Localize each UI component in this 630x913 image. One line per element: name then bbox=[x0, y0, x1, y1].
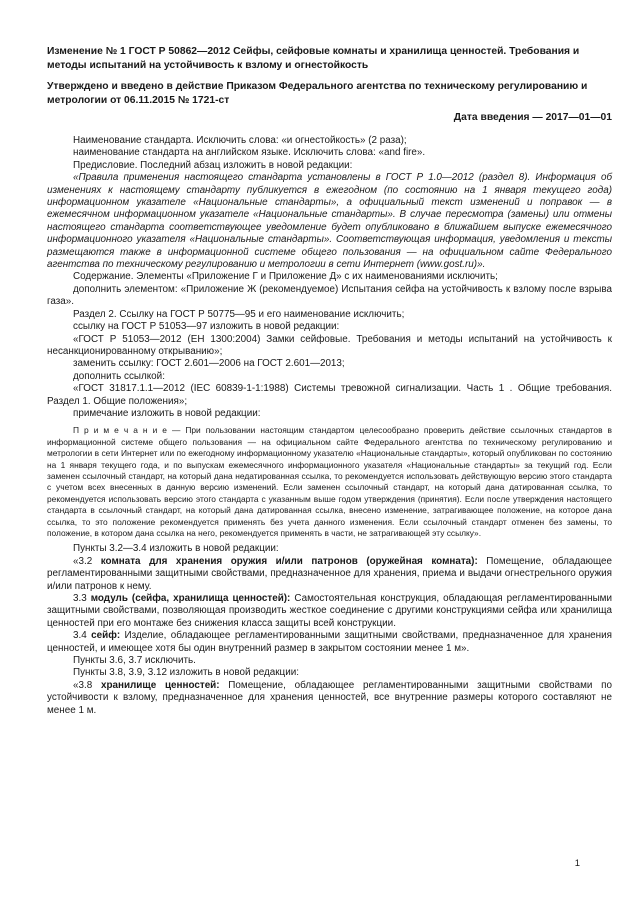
paragraph: наименование стандарта на английском языке. Исключить слова: «and fire». bbox=[73, 147, 426, 159]
paragraph: «ГОСТ Р 51053—2012 (ЕН 1300:2004) Замки сейфовые. Требования и методы испытаний на устойчивость к несанкционированному открыванию»; bbox=[47, 333, 612, 357]
page-number: 1 bbox=[574, 858, 580, 869]
paragraph: примечание изложить в новой редакции: bbox=[73, 407, 261, 419]
definition-3-2 bbox=[47, 556, 612, 593]
paragraph: дополнить элементом: «Приложение Ж (рекомендуемое) Испытания сейфа на устойчивость к взлому после взрыва газа». bbox=[47, 283, 612, 308]
definition-number: 3.4 bbox=[73, 630, 92, 642]
note-block bbox=[47, 425, 612, 539]
paragraph: Раздел 2. Ссылку на ГОСТ Р 50775—95 и его наименование исключить; bbox=[73, 308, 405, 320]
paragraph-italic-foreword: «Правила применения настоящего стандарта установлены в ГОСТ Р 1.0—2012 (раздел 8). Информация об изменениях к настоящему стандарту публикуется в ежегодном (по состоянию на 1 января текущего года) информационном указателе «Национальные стандарты», а официальный текст изменений и поправок — в ежемесячном информационном указателе «Национальные стандарты». В случае пересмотра (замены) или отмены настоящего стандарта соответствующее уведомление будет опубликовано в ближайшем выпуске ежемесячного информационного указателя «Национальные стандарты». Соответствующая информация, уведомления и тексты размещаются также в информационной системе общего пользования — на официальном сайте Федерального агентства по техническому регулированию и метрологии в сети Интернет (www.gost.ru)». bbox=[47, 172, 612, 271]
paragraph: Пункты 3.8, 3.9, 3.12 изложить в новой редакции: bbox=[73, 667, 299, 679]
definition-text: Помещение, обладающее регламентированными защитными свойствами, предназначенное для хранения, приема и выдачи огнестрельного оружия и/или патронов к нему. bbox=[47, 555, 612, 592]
paragraph: ссылку на ГОСТ Р 51053—97 изложить в новой редакции: bbox=[73, 321, 340, 333]
definition-3-4 bbox=[47, 630, 612, 655]
paragraph: заменить ссылку: ГОСТ 2.601—2006 на ГОСТ 2.601—2013; bbox=[73, 358, 345, 370]
paragraph: Предисловие. Последний абзац изложить в новой редакции: bbox=[73, 159, 353, 171]
definition-term: хранилище ценностей: bbox=[100, 679, 220, 691]
definition-3-3 bbox=[47, 593, 612, 630]
definition-3-8 bbox=[47, 680, 612, 717]
paragraph: Пункты 3.2—3.4 изложить в новой редакции: bbox=[73, 543, 279, 555]
definition-text: Самостоятельная конструкция, обладающая регламентированными защитными свойствами, позволяющая производить жесткое соединение с другими конструкциями сейфа или хранилища ценностей при его монтаже без снижения класса защиты всей конструкции. bbox=[47, 593, 612, 629]
paragraph: Наименование стандарта. Исключить слова: «и огнестойкость» (2 раза); bbox=[73, 135, 407, 146]
definition-number: 3.3 bbox=[73, 593, 91, 605]
paragraph: дополнить ссылкой: bbox=[73, 370, 165, 382]
definition-text: Помещение, обладающее регламентированными защитными свойствами по устойчивости к взлому, предназначенное для хранения ценностей, все внутренние размеры которого составляют не менее 1 м. bbox=[47, 679, 612, 716]
paragraph: «ГОСТ 31817.1.1—2012 (IEC 60839-1-1:1988) Системы тревожной сигнализации. Часть 1 . Общие требования. Раздел 1. Общие положения»; bbox=[47, 383, 612, 407]
paragraph: Содержание. Элементы «Приложение Г и Приложение Д» с их наименованиями исключить; bbox=[73, 271, 498, 283]
definition-term: модуль (сейфа, хранилища ценностей): bbox=[90, 593, 291, 605]
paragraph: Пункты 3.6, 3.7 исключить. bbox=[73, 655, 196, 667]
effective-date: Дата введения — 2017—01—01 bbox=[453, 112, 612, 123]
definition-term: комната для хранения оружия и/или патронов (оружейная комната): bbox=[100, 555, 478, 567]
note-label: П р и м е ч а н и е bbox=[73, 425, 167, 436]
document-body bbox=[47, 135, 612, 717]
definition-number: «3.2 bbox=[73, 555, 101, 567]
definition-number: «3.8 bbox=[73, 679, 101, 691]
amendment-title: Изменение № 1 ГОСТ Р 50862—2012 Сейфы, сейфовые комнаты и хранилища ценностей. Требования и методы испытаний на устойчивость к взлому и огнестойкость bbox=[47, 46, 580, 71]
definition-text: Изделие, обладающее регламентированными защитными свойствами, предназначенное для хранения ценностей, и имеющее хотя бы один внутренний размер в закрытом состоянии менее 1 м». bbox=[47, 630, 612, 654]
note-text: — При пользовании настоящим стандартом целесообразно проверить действие ссылочных стандартов в информационной системе общего пользования — на официальном сайте Федерального агентства по техническому регулированию и метрологии в сети Интернет или по ежегодному информационному указателю «Национальные стандарты», который опубликован по состоянию на 1 января текущего года, и по выпускам ежемесячного информационного указателя «Национальные стандарты» за текущий год. Если заменен ссылочный стандарт, на который дана недатированная ссылка, то рекомендуется использовать действующую версию этого стандарта с учетом всех внесенных в данную версию изменений. Если заменен ссылочный стандарт, на который дана датированная ссылка, то рекомендуется использовать версию этого стандарта с указанным выше годом утверждения (принятия). Если после утверждения настоящего стандарта в ссылочный стандарт, на который дана датированная ссылка, внесено изменение, затрагивающее положение, на которое дана ссылка, то это положение рекомендуется применять без учета данного изменения. Если ссылочный стандарт отменен без замены, то положение, в котором дана ссылка на него, рекомендуется применять в части, не затрагивающей эту ссылку». bbox=[47, 425, 612, 538]
approval-statement: Утверждено и введено в действие Приказом Федерального агентства по техническому регулированию и метрологии от 06.11.2015 № 1721-ст bbox=[47, 81, 588, 106]
definition-term: сейф: bbox=[91, 630, 121, 642]
